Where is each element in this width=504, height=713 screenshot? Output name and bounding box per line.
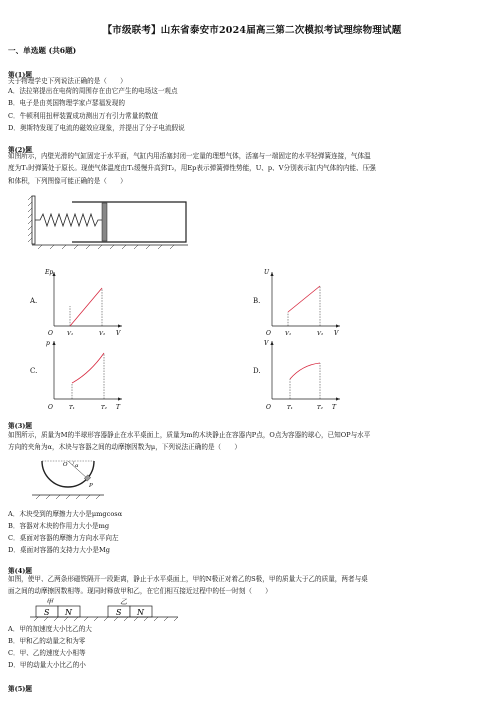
graph-b-origin: O — [266, 330, 271, 337]
graph-c-xlabel: T — [116, 404, 121, 411]
graph-c-p-t — [44, 337, 126, 413]
option-d-label: D. — [253, 367, 261, 375]
graph-c-tick-2: T₂ — [101, 405, 107, 411]
question-2-line-1: 如图所示，内壁光滑的气缸固定于水平面，气缸内用活塞封闭一定量的理想气体，活塞与一端固定的水平轻弹簧连接，气体温 — [8, 152, 371, 160]
cylinder-spring-figure — [28, 190, 194, 252]
graph-a-xlabel: V — [116, 330, 121, 337]
question-3-heading: 第(3)题 — [8, 422, 33, 430]
magnet-right-name: 乙 — [120, 598, 127, 606]
question-3-line-1: 如图所示，质量为M的半球形容器静止在水平桌面上，质量为m的木块静止在容器内P点，O点为容器的球心，已知OP与水平 — [8, 431, 371, 439]
question-3-line-2: 方向的夹角为α，木块与容器之间的动摩擦因数为μ，下列说法正确的是（ ） — [8, 443, 241, 451]
graph-d-xlabel: T — [332, 404, 337, 411]
question-1-option-c: C．牛顿利用扭秤装置成功测出万有引力常量的数值 — [8, 112, 159, 120]
graph-d-v-t — [262, 337, 344, 413]
magnet-right-pole-2: N — [137, 608, 144, 617]
hemisphere-angle-label: α — [75, 463, 79, 469]
magnets-figure — [28, 597, 184, 625]
question-4-line-1: 如图，使甲、乙两条形磁铁隔开一段距离，静止于水平桌面上，甲的N极正对着乙的S极，甲的质量大于乙的质量，两者与桌 — [8, 575, 368, 583]
graph-a-ylabel: Ep — [45, 269, 54, 276]
question-2-line-3: 和体积，下列图像可能正确的是（ ） — [8, 177, 127, 185]
graph-b-ylabel: U — [264, 269, 270, 276]
document-title: 【市级联考】山东省泰安市2024届高三第二次模拟考试理综物理试题 — [102, 25, 402, 36]
graph-a-ep-v — [44, 266, 126, 338]
graph-d-tick-1: T₁ — [287, 405, 293, 411]
question-4-option-d: D．甲的动量大小比乙的小 — [8, 661, 86, 669]
question-3-option-a: A．木块受到的摩擦力大小是μmgcosα — [8, 510, 123, 518]
graph-a-origin: O — [48, 330, 53, 337]
question-2-line-2: 度为T₁时弹簧处于原长。现使气体温度由T₁缓慢升高到T₂，用Ep表示弹簧弹性势能，U、p、V分别表示缸内气体的内能、压强 — [8, 164, 376, 172]
graph-b-tick-1: V₁ — [285, 331, 292, 337]
question-4-option-c: C．甲、乙的速度大小相等 — [8, 649, 86, 657]
magnet-left-pole-1: S — [44, 608, 50, 617]
graph-b-u-v — [262, 266, 344, 338]
question-3-option-b: B．容器对木块的作用力大小是mg — [8, 522, 110, 530]
graph-d-origin: O — [266, 404, 271, 411]
magnet-right-pole-1: S — [116, 608, 122, 617]
question-4-line-2: 面之间的动摩擦因数相等。现同时释放甲和乙，在它们相互接近过程中的任一时刻（ ） — [8, 587, 272, 595]
graph-a-tick-1: V₁ — [67, 331, 74, 337]
graph-c-tick-1: T₁ — [69, 405, 75, 411]
question-4-option-b: B．甲和乙的动量之和为零 — [8, 637, 86, 645]
hemisphere-point-label: P — [89, 483, 93, 489]
question-3-option-d: D．桌面对容器的支持力大小是Mg — [8, 546, 110, 554]
graph-d-tick-2: T₂ — [317, 405, 323, 411]
magnet-left-pole-2: N — [65, 608, 72, 617]
graph-b-xlabel: V — [334, 330, 339, 337]
question-1-option-b: B．电子是由英国物理学家卢瑟福发现的 — [8, 99, 125, 107]
question-4-heading: 第(4)题 — [8, 567, 33, 575]
question-1-option-a: A．法拉第提出在电荷的周围存在由它产生的电场这一观点 — [8, 87, 178, 95]
option-b-label: B. — [253, 297, 261, 305]
graph-c-ylabel: p — [46, 340, 50, 347]
question-1-heading: 第(1)题 — [8, 71, 33, 79]
hemisphere-center-label: O — [63, 462, 68, 468]
question-2-heading: 第(2)题 — [8, 146, 33, 154]
question-3-option-c: C．桌面对容器的摩擦力方向水平向左 — [8, 534, 119, 542]
graph-a-tick-2: V₂ — [99, 331, 106, 337]
graph-d-ylabel: V — [264, 340, 269, 347]
graph-b-tick-2: V₂ — [317, 331, 324, 337]
question-5-heading: 第(5)题 — [8, 685, 33, 693]
question-4-option-a: A．甲的加速度大小比乙的大 — [8, 625, 92, 633]
question-1-stem: 关于物理学史下列说法正确的是（ ） — [8, 77, 127, 85]
section-heading: 一、单选题 (共6题) — [8, 46, 77, 55]
hemisphere-container-figure — [28, 455, 106, 505]
magnet-left-name: 甲 — [46, 598, 53, 606]
option-a-label: A. — [30, 297, 38, 305]
option-c-label: C. — [30, 367, 38, 375]
graph-c-origin: O — [48, 404, 53, 411]
question-1-option-d: D．奥斯特发现了电流的磁效应现象，并提出了分子电流假说 — [8, 124, 185, 132]
